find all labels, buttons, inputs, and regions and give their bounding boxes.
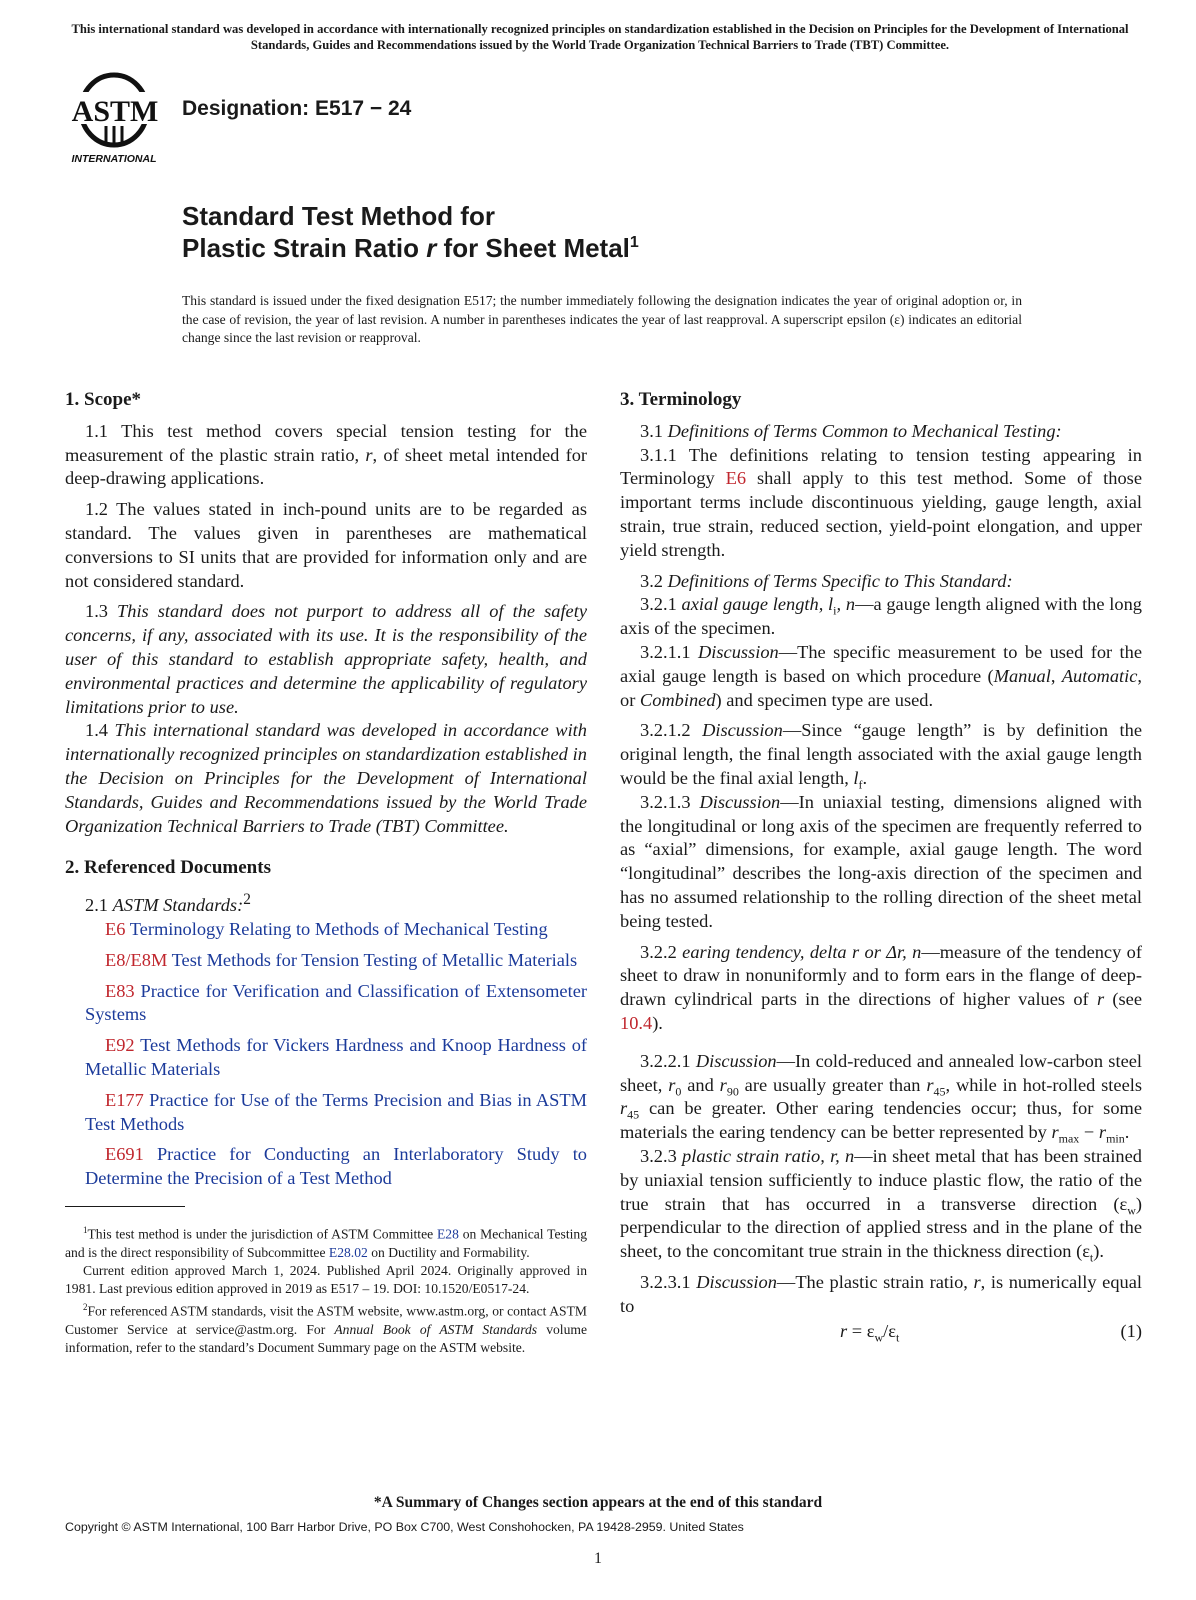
- text: ).: [1093, 1241, 1104, 1262]
- para-number: 3.2.3: [640, 1145, 683, 1166]
- italic-text: ASTM Standards:: [112, 895, 244, 916]
- footnote-divider: [65, 1206, 185, 1207]
- subscript: t: [1089, 1250, 1094, 1265]
- italic-text: Annual Book of ASTM Standards: [334, 1322, 538, 1338]
- italic-text: Automatic: [1061, 665, 1138, 686]
- text: on Ductility and Formability.: [367, 1244, 530, 1260]
- committee-link[interactable]: E28: [437, 1226, 459, 1242]
- ref-title-link[interactable]: Practice for Verification and Classification of Extensometer Systems: [85, 980, 587, 1025]
- para-number: 2.1: [85, 895, 113, 916]
- text: , is numerically equal to: [620, 1271, 1142, 1316]
- ref-code[interactable]: E6: [105, 919, 126, 940]
- para-3-2-3: [620, 1145, 1142, 1264]
- para-number: 3.2.1.3: [640, 791, 700, 812]
- section-heading-scope: 1. Scope*: [65, 389, 141, 410]
- subscript: 45: [933, 1084, 946, 1099]
- title-text-end: for Sheet Metal: [436, 233, 630, 263]
- ref-code[interactable]: E8/E8M: [105, 949, 168, 970]
- right-column: [620, 388, 1142, 1344]
- text: —a gauge length aligned with the long axis of the specimen.: [620, 594, 1142, 639]
- text: ) and specimen type are used.: [715, 689, 934, 710]
- page-number: 1: [594, 1550, 602, 1567]
- para-number: 3.2.1.1: [640, 641, 698, 662]
- italic-text: This international standard was developed in accordance with internationally recognized principles on standardization established in the Decision on Principles for the Development of International Standards, Guides and Recommendations issued by the World Trade Organization Technical Barriers to Trade (TBT) Committee.: [65, 720, 587, 836]
- ref-title-link[interactable]: Terminology Relating to Methods of Mechanical Testing: [129, 919, 548, 940]
- title-line-2: [182, 232, 639, 264]
- subscript: 45: [627, 1107, 640, 1122]
- discussion-label: Discussion: [695, 1050, 777, 1071]
- top-notice: This international standard was developed in accordance with internationally recognized principles on standardization established in the Decision on Principles for the Development of International Standards, Guides and Recommendations issued by the World Trade Organization Technical Barriers to Trade (TBT) Committee.: [71, 22, 1129, 52]
- text: , of sheet metal intended for deep-drawing applications.: [65, 444, 588, 489]
- para-3-2-3-1: [620, 1271, 1142, 1319]
- subscript: i: [833, 604, 837, 619]
- subscript: w: [874, 1331, 884, 1346]
- reference-item[interactable]: [65, 1034, 587, 1082]
- para-3-1: [620, 420, 1142, 444]
- para-1-1: [65, 420, 587, 491]
- footnote-ref[interactable]: 2: [243, 891, 251, 909]
- text: —In uniaxial testing, dimensions aligned with the longitudinal or long axis of the specimen are frequently referred to as “axial” dimensions, for example, axial gauge length. The word “longitudinal” describes the long-axis direction of the specimen and has no assumed relationship to the rolling direction of the sheet metal being tested.: [620, 791, 1143, 931]
- section-link[interactable]: 10.4: [620, 1012, 653, 1033]
- text: —The specific measurement to be used for the axial gauge length is based on which procedure (: [620, 641, 1142, 686]
- reference-item[interactable]: [65, 980, 587, 1028]
- footnote-marker: 1: [83, 1225, 88, 1235]
- para-number: 3.2.2: [640, 941, 683, 962]
- para-3-2: [620, 570, 1142, 594]
- para-3-2-2: [620, 941, 1142, 1036]
- discussion-label: Discussion: [699, 791, 781, 812]
- subscript: t: [895, 1331, 900, 1346]
- title-line-1: Standard Test Method for: [182, 201, 495, 231]
- italic-text: This standard does not purport to address all of the safety concerns, if any, associated with its use. It is the responsibility of the user of this standard to establish appropriate safety, health, and environmental practices and determine the applicability of regulatory limitations prior to use.: [65, 601, 587, 717]
- para-3-2-1-1: [620, 641, 1142, 712]
- term: plastic strain ratio, r, n: [682, 1145, 855, 1166]
- footnote-1: [65, 1221, 587, 1262]
- var-r: r: [365, 444, 373, 465]
- ref-title-link[interactable]: Practice for Use of the Terms Precision and Bias in ASTM Test Methods: [85, 1089, 587, 1134]
- para-3-2-2-1: [620, 1050, 1142, 1145]
- text: = ε: [847, 1321, 875, 1342]
- para-number: 1.3: [85, 601, 118, 622]
- text: —Since “gauge length” is by definition the original length, the final length associated with the axial gauge length would be the final axial length,: [620, 720, 1143, 788]
- logo-subtext: INTERNATIONAL: [71, 153, 157, 165]
- text: ,: [1050, 665, 1062, 686]
- discussion-label: Discussion: [696, 1271, 777, 1292]
- reference-item[interactable]: [65, 1089, 587, 1137]
- para-1-4: [65, 719, 587, 838]
- text: are usually greater than: [738, 1074, 927, 1095]
- ref-code[interactable]: E177: [105, 1089, 144, 1110]
- text: −: [1079, 1122, 1099, 1143]
- term: , n: [836, 594, 856, 615]
- var-r: r: [1096, 989, 1105, 1010]
- text: and: [681, 1074, 720, 1095]
- para-number: 1.4: [85, 720, 115, 741]
- text: —The plastic strain ratio,: [776, 1271, 974, 1292]
- text: , or: [620, 665, 1143, 710]
- var-r: r: [1051, 1122, 1059, 1143]
- text: 1.1 This test method covers special tension testing for the measurement of the plastic strain ratio,: [65, 420, 587, 465]
- astm-logo: [62, 70, 172, 166]
- text: —In cold-reduced and annealed low-carbon steel sheet,: [620, 1050, 1143, 1095]
- copyright: Copyright © ASTM International, 100 Barr Harbor Drive, PO Box C700, West Conshohocken, PA 19428-2959. United States: [65, 1520, 744, 1534]
- designation: Designation: E517 − 24: [182, 97, 412, 120]
- left-column: [65, 388, 587, 1198]
- var-r: r: [840, 1321, 848, 1342]
- var-r: r: [620, 1098, 628, 1119]
- term: axial gauge length, l: [681, 594, 834, 615]
- para-number: 3.1: [640, 420, 668, 441]
- var-r: r: [1098, 1122, 1107, 1143]
- para-1-2: 1.2 The values stated in inch-pound units are to be regarded as standard. The values given in parentheses are mathematical conversions to SI units that are provided for information only and are not considered standard.: [65, 499, 587, 591]
- footnote-edition: Current edition approved March 1, 2024. Published April 2024. Originally approved in 1981. Last previous edition approved in 2019 as E517 – 19. DOI: 10.1520/E0517-24.: [65, 1262, 587, 1297]
- var-r: r: [719, 1074, 727, 1095]
- text: .: [1124, 1122, 1130, 1143]
- text: ) perpendicular to the direction of applied stress and in the plane of the sheet, to the concomitant true strain in the thickness direction (ε: [620, 1193, 1142, 1262]
- para-3-2-1-3: [620, 791, 1142, 934]
- subscript: 0: [675, 1084, 682, 1099]
- text: 3.1.1 The definitions relating to tension testing appearing in Terminology: [620, 444, 1142, 489]
- para-number: 3.2.1: [640, 594, 682, 615]
- subcommittee-link[interactable]: E28.02: [328, 1244, 368, 1260]
- subscript: f: [858, 777, 863, 792]
- para-number: 3.2.2.1: [640, 1050, 696, 1071]
- text: (see: [1104, 989, 1142, 1010]
- text: on Mechanical Testing and is the direct responsibility of Subcommittee: [65, 1226, 587, 1260]
- equation-number: (1): [1120, 1321, 1142, 1342]
- reference-item[interactable]: [65, 1143, 587, 1191]
- text: —measure of the tendency of sheet to draw in nonuniformly and to form ears in the flange of deep-drawn cylindrical parts in the directions of higher values of: [620, 941, 1142, 1010]
- var-r: r: [926, 1074, 934, 1095]
- summary-of-changes-note: *A Summary of Changes section appears at the end of this standard: [373, 1494, 823, 1511]
- term: earing tendency, delta r or Δr, n: [682, 941, 922, 962]
- text: /ε: [883, 1321, 896, 1342]
- para-number: 3.2: [640, 570, 668, 591]
- footnote-2: [65, 1298, 587, 1357]
- equation-body: [840, 1320, 899, 1344]
- ref-code[interactable]: E691: [105, 1144, 144, 1165]
- para-3-2-1: [620, 593, 1142, 641]
- italic-text: Manual: [993, 665, 1051, 686]
- italic-text: Combined: [639, 689, 716, 710]
- text: shall apply to this test method. Some of those important terms include discontinuous yielding, gauge length, axial strain, true strain, reduced section, yield-point elongation, and upper yield strength.: [620, 468, 1142, 560]
- italic-text: Definitions of Terms Specific to This Standard:: [667, 570, 1013, 591]
- ref-link[interactable]: E6: [725, 468, 747, 489]
- section-heading-terminology: 3. Terminology: [620, 389, 742, 410]
- text: .: [862, 767, 868, 788]
- equation-1: [620, 1320, 1142, 1344]
- reference-item[interactable]: [65, 918, 587, 942]
- subscript: w: [1127, 1203, 1136, 1218]
- text: ).: [652, 1012, 663, 1033]
- footnote-marker: 2: [83, 1302, 88, 1313]
- var-r: r: [668, 1074, 676, 1095]
- text: This test method is under the jurisdiction of ASTM Committee: [87, 1226, 437, 1242]
- footnotes: [65, 1221, 587, 1357]
- subscript: 90: [726, 1084, 739, 1099]
- subscript: max: [1058, 1131, 1080, 1146]
- para-1-3: [65, 600, 587, 719]
- text: can be greater. Other earing tendencies occur; thus, for some materials the earing tendency can be better represented by: [620, 1098, 1142, 1143]
- text: For referenced ASTM standards, visit the ASTM website, www.astm.org, or contact ASTM Customer Service at service@astm.org. For: [65, 1303, 587, 1338]
- text: , while in hot-rolled steels: [945, 1074, 1143, 1095]
- para-3-2-1-2: [620, 719, 1142, 790]
- discussion-label: Discussion: [697, 641, 779, 662]
- var-r: r: [973, 1271, 981, 1292]
- issued-note: This standard is issued under the fixed designation E517; the number immediately following the designation indicates the year of original adoption or, in the case of revision, the year of last revision. A number in parentheses indicates the year of last reapproval. A superscript epsilon (ε) indicates an editorial change since the last revision or reapproval.: [182, 293, 1022, 345]
- para-3-1-1: [620, 444, 1142, 563]
- reference-item[interactable]: [65, 949, 587, 973]
- ref-code[interactable]: E83: [105, 980, 135, 1001]
- subscript: min: [1106, 1131, 1125, 1146]
- ref-title-link[interactable]: Test Methods for Tension Testing of Metallic Materials: [171, 949, 578, 970]
- text: volume information, refer to the standard’s Document Summary page on the ASTM website.: [65, 1322, 587, 1356]
- ref-code[interactable]: E92: [105, 1035, 135, 1056]
- document-title: [182, 200, 639, 264]
- para-2-1: [65, 888, 587, 918]
- discussion-label: Discussion: [702, 720, 783, 741]
- title-r: r: [426, 233, 437, 263]
- text: —in sheet metal that has been strained by uniaxial tension sufficiently to induce plastic flow, the ratio of the true strain that has occurred in a transverse direction (ε: [620, 1145, 1142, 1214]
- logo-text: ASTM: [71, 95, 159, 128]
- title-footnote-ref[interactable]: 1: [629, 234, 639, 251]
- para-number: 3.2.1.2: [640, 720, 703, 741]
- var-l: l: [853, 767, 859, 788]
- ref-title-link[interactable]: Test Methods for Vickers Hardness and Knoop Hardness of Metallic Materials: [85, 1035, 588, 1080]
- title-text: Plastic Strain Ratio: [182, 233, 427, 263]
- section-heading-referenced: 2. Referenced Documents: [65, 857, 271, 879]
- ref-title-link[interactable]: Practice for Conducting an Interlaboratory Study to Determine the Precision of a Test Method: [85, 1144, 587, 1189]
- italic-text: Definitions of Terms Common to Mechanical Testing:: [667, 420, 1062, 441]
- reference-list: [65, 918, 587, 1191]
- para-number: 3.2.3.1: [640, 1271, 697, 1292]
